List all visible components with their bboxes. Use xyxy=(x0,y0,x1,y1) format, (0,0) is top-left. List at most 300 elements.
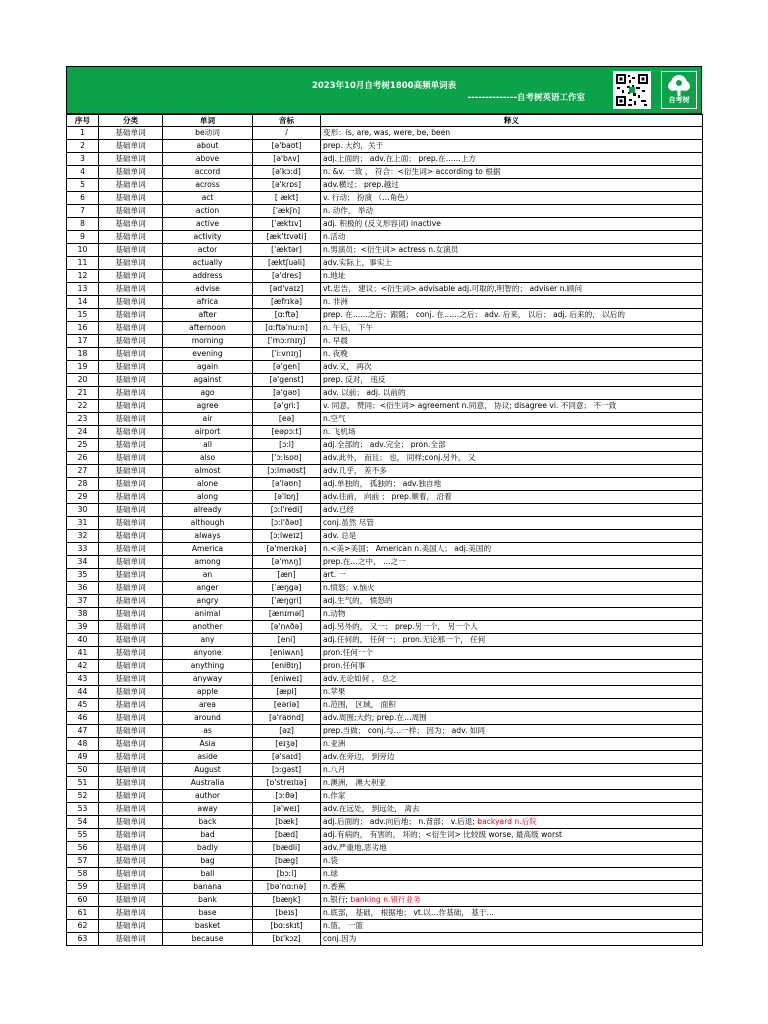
row-number: 42 xyxy=(67,660,99,673)
row-number: 49 xyxy=(67,751,99,764)
row-category: 基础单词 xyxy=(99,699,163,712)
row-category: 基础单词 xyxy=(99,504,163,517)
row-word: any xyxy=(163,634,253,647)
row-meaning: n.活动 xyxy=(321,231,703,244)
row-meaning: n.八月 xyxy=(321,764,703,777)
meaning-highlight: backyard n.后院 xyxy=(477,817,537,826)
row-meaning: n. 午后， 下午 xyxy=(321,322,703,335)
row-word: animal xyxy=(163,608,253,621)
row-phonetic: [eəpɔːt] xyxy=(253,426,321,439)
column-header-phonetic: 音标 xyxy=(253,115,321,127)
row-category: 基础单词 xyxy=(99,374,163,387)
row-meaning xyxy=(321,816,703,829)
row-phonetic: [ɔːlməʊst] xyxy=(253,465,321,478)
row-phonetic: [ˈmɔːrnɪŋ] xyxy=(253,335,321,348)
row-word: actor xyxy=(163,244,253,257)
table-row xyxy=(67,205,703,218)
row-category: 基础单词 xyxy=(99,140,163,153)
row-number: 63 xyxy=(67,933,99,946)
row-word: aside xyxy=(163,751,253,764)
row-meaning: n.亚洲 xyxy=(321,738,703,751)
row-number: 15 xyxy=(67,309,99,322)
table-row xyxy=(67,764,703,777)
row-number: 50 xyxy=(67,764,99,777)
vocabulary-table xyxy=(66,114,703,946)
row-meaning: n.愤怒；v.恼火 xyxy=(321,582,703,595)
row-word: bank xyxy=(163,894,253,907)
row-meaning: adv.严重地,恶劣地 xyxy=(321,842,703,855)
row-number: 28 xyxy=(67,478,99,491)
row-meaning: adj.全部的； adv.完全； pron.全部 xyxy=(321,439,703,452)
row-meaning: n.范围， 区域， 面积 xyxy=(321,699,703,712)
row-word: ago xyxy=(163,387,253,400)
row-number: 33 xyxy=(67,543,99,556)
row-number: 2 xyxy=(67,140,99,153)
table-row xyxy=(67,816,703,829)
row-word: be动词 xyxy=(163,127,253,140)
row-number: 1 xyxy=(67,127,99,140)
row-phonetic: [ə'gəʊ] xyxy=(253,387,321,400)
row-category: 基础单词 xyxy=(99,543,163,556)
row-word: bad xyxy=(163,829,253,842)
table-row xyxy=(67,296,703,309)
row-meaning: n. 夜晚 xyxy=(321,348,703,361)
row-phonetic: [ə'dres] xyxy=(253,270,321,283)
row-category: 基础单词 xyxy=(99,361,163,374)
row-meaning: adj.上面的； adv.在上面； prep.在……上方 xyxy=(321,153,703,166)
row-phonetic: [ə'krɒs] xyxy=(253,179,321,192)
row-phonetic: [ɔːl'redi] xyxy=(253,504,321,517)
row-meaning: n.作家 xyxy=(321,790,703,803)
table-row xyxy=(67,660,703,673)
row-word: back xyxy=(163,816,253,829)
row-word: afternoon xyxy=(163,322,253,335)
row-meaning: n.球 xyxy=(321,868,703,881)
title-banner xyxy=(66,66,702,114)
row-meaning: prep.当做； conj.与…一样； 因为； adv. 如同 xyxy=(321,725,703,738)
row-phonetic: [əd'vaɪz] xyxy=(253,283,321,296)
row-meaning: adv. 总是 xyxy=(321,530,703,543)
row-word: about xyxy=(163,140,253,153)
column-header-word: 单词 xyxy=(163,115,253,127)
table-row xyxy=(67,309,703,322)
row-word: another xyxy=(163,621,253,634)
row-number: 30 xyxy=(67,504,99,517)
row-word: base xyxy=(163,907,253,920)
row-category: 基础单词 xyxy=(99,582,163,595)
table-row xyxy=(67,270,703,283)
row-phonetic: [ænɪməl] xyxy=(253,608,321,621)
row-category: 基础单词 xyxy=(99,725,163,738)
row-word: author xyxy=(163,790,253,803)
row-meaning: n. 早晨 xyxy=(321,335,703,348)
row-category: 基础单词 xyxy=(99,777,163,790)
table-row xyxy=(67,582,703,595)
row-number: 10 xyxy=(67,244,99,257)
row-word: evening xyxy=(163,348,253,361)
tree-logo-icon xyxy=(661,71,697,109)
table-row xyxy=(67,647,703,660)
row-number: 47 xyxy=(67,725,99,738)
row-meaning xyxy=(321,894,703,907)
row-category: 基础单词 xyxy=(99,205,163,218)
row-word: activity xyxy=(163,231,253,244)
row-meaning: v. 行动； 扮演 （…角色） xyxy=(321,192,703,205)
sheet-subtitle: --------------自考树英语工作室 xyxy=(467,93,585,103)
row-number: 19 xyxy=(67,361,99,374)
row-number: 62 xyxy=(67,920,99,933)
meaning-text: n.银行; xyxy=(323,895,351,904)
table-row xyxy=(67,257,703,270)
row-number: 25 xyxy=(67,439,99,452)
row-word: always xyxy=(163,530,253,543)
row-phonetic: [bæg] xyxy=(253,855,321,868)
row-number: 51 xyxy=(67,777,99,790)
row-category: 基础单词 xyxy=(99,738,163,751)
row-meaning: pron.任何一个 xyxy=(321,647,703,660)
row-phonetic: [ə'genst] xyxy=(253,374,321,387)
row-word: almost xyxy=(163,465,253,478)
table-row xyxy=(67,907,703,920)
row-phonetic: [bɪ'kɔz] xyxy=(253,933,321,946)
row-phonetic: [ˈækʃn] xyxy=(253,205,321,218)
row-phonetic: [ə'raʊnd] xyxy=(253,712,321,725)
row-phonetic: [ə'kɔːd] xyxy=(253,166,321,179)
row-word: action xyxy=(163,205,253,218)
row-phonetic: [ə'ləʊn] xyxy=(253,478,321,491)
row-number: 36 xyxy=(67,582,99,595)
table-row xyxy=(67,673,703,686)
row-meaning: adv.几乎， 差不多 xyxy=(321,465,703,478)
row-phonetic: [ɔːl'ðəʊ] xyxy=(253,517,321,530)
table-row xyxy=(67,829,703,842)
row-phonetic: [ˈæŋgə] xyxy=(253,582,321,595)
row-meaning: adv.在旁边， 到旁边 xyxy=(321,751,703,764)
row-meaning: adj.另外的， 又一； prep.另一个， 另一个人 xyxy=(321,621,703,634)
row-phonetic: [əz] xyxy=(253,725,321,738)
row-word: accord xyxy=(163,166,253,179)
row-phonetic: [eəriə] xyxy=(253,699,321,712)
row-category: 基础单词 xyxy=(99,686,163,699)
row-category: 基础单词 xyxy=(99,530,163,543)
row-category: 基础单词 xyxy=(99,816,163,829)
row-word: badly xyxy=(163,842,253,855)
row-meaning: n.男演员；<衍生词> actress n.女演员 xyxy=(321,244,703,257)
row-category: 基础单词 xyxy=(99,244,163,257)
row-phonetic: [eni] xyxy=(253,634,321,647)
row-word: America xyxy=(163,543,253,556)
row-number: 57 xyxy=(67,855,99,868)
row-number: 7 xyxy=(67,205,99,218)
row-number: 23 xyxy=(67,413,99,426)
row-word: active xyxy=(163,218,253,231)
row-phonetic: [ɒ'streɪlɪə] xyxy=(253,777,321,790)
row-phonetic: [eniwʌn] xyxy=(253,647,321,660)
row-number: 54 xyxy=(67,816,99,829)
row-number: 9 xyxy=(67,231,99,244)
table-row xyxy=(67,283,703,296)
row-number: 39 xyxy=(67,621,99,634)
table-row xyxy=(67,699,703,712)
row-meaning: adv.此外， 而且； 也， 同样;conj.另外， 又 xyxy=(321,452,703,465)
row-meaning: n. 动作， 举动 xyxy=(321,205,703,218)
row-meaning: adv.实际上，事实上 xyxy=(321,257,703,270)
row-category: 基础单词 xyxy=(99,283,163,296)
table-row xyxy=(67,790,703,803)
sheet-title: 2023年10月自考树1800高频单词表 xyxy=(311,81,457,91)
row-phonetic: [ˈæktər] xyxy=(253,244,321,257)
table-row xyxy=(67,452,703,465)
row-meaning: pron.任何事 xyxy=(321,660,703,673)
table-row xyxy=(67,387,703,400)
row-phonetic: [ ækt] xyxy=(253,192,321,205)
row-category: 基础单词 xyxy=(99,257,163,270)
row-meaning: v. 同意， 赞同；<衍生词> agreement n.同意， 协议; disagree vi. 不同意； 不一致 xyxy=(321,400,703,413)
row-word: actually xyxy=(163,257,253,270)
row-category: 基础单词 xyxy=(99,439,163,452)
row-phonetic: / xyxy=(253,127,321,140)
row-phonetic: [ɔːlweɪz] xyxy=(253,530,321,543)
row-word: across xyxy=(163,179,253,192)
row-word: apple xyxy=(163,686,253,699)
row-phonetic: [ə'gen] xyxy=(253,361,321,374)
row-meaning: n.苹果 xyxy=(321,686,703,699)
row-meaning: adj.任何的， 任何一； pron.无论那一个， 任何 xyxy=(321,634,703,647)
row-category: 基础单词 xyxy=(99,153,163,166)
row-meaning: n.空气 xyxy=(321,413,703,426)
row-phonetic: [ˈæktɪv] xyxy=(253,218,321,231)
row-number: 60 xyxy=(67,894,99,907)
row-number: 43 xyxy=(67,673,99,686)
row-meaning: adj.单独的， 孤独的； adv.独自地 xyxy=(321,478,703,491)
row-phonetic: [ə'nʌðə] xyxy=(253,621,321,634)
row-phonetic: [ɔːgəst] xyxy=(253,764,321,777)
row-phonetic: [bæŋk] xyxy=(253,894,321,907)
row-category: 基础单词 xyxy=(99,881,163,894)
row-category: 基础单词 xyxy=(99,179,163,192)
table-header-row xyxy=(67,115,703,127)
row-meaning: n.篮， 一篮 xyxy=(321,920,703,933)
row-number: 26 xyxy=(67,452,99,465)
row-number: 5 xyxy=(67,179,99,192)
row-category: 基础单词 xyxy=(99,192,163,205)
row-word: among xyxy=(163,556,253,569)
row-number: 17 xyxy=(67,335,99,348)
qr-code-icon xyxy=(613,71,651,109)
row-number: 4 xyxy=(67,166,99,179)
table-row xyxy=(67,881,703,894)
row-number: 56 xyxy=(67,842,99,855)
row-word: away xyxy=(163,803,253,816)
row-category: 基础单词 xyxy=(99,712,163,725)
row-word: after xyxy=(163,309,253,322)
meaning-highlight: banking n.银行业务 xyxy=(350,895,421,904)
table-row xyxy=(67,140,703,153)
row-number: 58 xyxy=(67,868,99,881)
row-word: against xyxy=(163,374,253,387)
table-row xyxy=(67,530,703,543)
row-meaning: conj.虽然 尽管 xyxy=(321,517,703,530)
table-row xyxy=(67,166,703,179)
row-phonetic: [ˈæŋgri] xyxy=(253,595,321,608)
row-phonetic: [beɪs] xyxy=(253,907,321,920)
row-number: 16 xyxy=(67,322,99,335)
table-row xyxy=(67,244,703,257)
row-word: although xyxy=(163,517,253,530)
table-row xyxy=(67,777,703,790)
row-category: 基础单词 xyxy=(99,218,163,231)
table-row xyxy=(67,413,703,426)
row-category: 基础单词 xyxy=(99,751,163,764)
row-phonetic: [æpl] xyxy=(253,686,321,699)
row-word: as xyxy=(163,725,253,738)
column-header-meaning: 释义 xyxy=(321,115,703,127)
row-category: 基础单词 xyxy=(99,556,163,569)
row-category: 基础单词 xyxy=(99,465,163,478)
table-row xyxy=(67,517,703,530)
row-category: 基础单词 xyxy=(99,673,163,686)
row-number: 40 xyxy=(67,634,99,647)
row-number: 48 xyxy=(67,738,99,751)
row-meaning: prep. 大约，关于 xyxy=(321,140,703,153)
row-phonetic: [ˈiːvnɪŋ] xyxy=(253,348,321,361)
row-meaning: adv.周围;大约; prep.在…周围 xyxy=(321,712,703,725)
row-word: alone xyxy=(163,478,253,491)
row-phonetic: [eniweɪ] xyxy=(253,673,321,686)
row-meaning: adj.生气的， 愤怒的 xyxy=(321,595,703,608)
row-word: an xyxy=(163,569,253,582)
table-row xyxy=(67,920,703,933)
row-number: 44 xyxy=(67,686,99,699)
row-meaning: adv.往前， 向前 ； prep.顺着， 沿着 xyxy=(321,491,703,504)
row-phonetic: [ə'griː] xyxy=(253,400,321,413)
row-category: 基础单词 xyxy=(99,868,163,881)
row-phonetic: [ə'merɪkə] xyxy=(253,543,321,556)
row-number: 18 xyxy=(67,348,99,361)
table-row xyxy=(67,439,703,452)
vocabulary-sheet xyxy=(66,66,702,946)
row-word: morning xyxy=(163,335,253,348)
table-row xyxy=(67,933,703,946)
table-row xyxy=(67,153,703,166)
row-number: 35 xyxy=(67,569,99,582)
row-number: 31 xyxy=(67,517,99,530)
table-row xyxy=(67,322,703,335)
row-phonetic: [bɔːl] xyxy=(253,868,321,881)
row-number: 24 xyxy=(67,426,99,439)
table-row xyxy=(67,556,703,569)
row-category: 基础单词 xyxy=(99,322,163,335)
table-row xyxy=(67,894,703,907)
table-row xyxy=(67,231,703,244)
row-word: all xyxy=(163,439,253,452)
row-word: Asia xyxy=(163,738,253,751)
table-row xyxy=(67,751,703,764)
row-category: 基础单词 xyxy=(99,491,163,504)
row-number: 14 xyxy=(67,296,99,309)
table-row xyxy=(67,725,703,738)
table-row xyxy=(67,543,703,556)
table-row xyxy=(67,855,703,868)
row-phonetic: [æktʃuəli] xyxy=(253,257,321,270)
row-meaning: conj.因为 xyxy=(321,933,703,946)
row-meaning: prep.在…之中， …之一 xyxy=(321,556,703,569)
row-phonetic: [ə'saɪd] xyxy=(253,751,321,764)
row-number: 27 xyxy=(67,465,99,478)
row-meaning: adj. 积极的 (反义形容词) inactive xyxy=(321,218,703,231)
row-category: 基础单词 xyxy=(99,335,163,348)
table-row xyxy=(67,634,703,647)
row-meaning: n.袋 xyxy=(321,855,703,868)
meaning-text: adj.后面的； adv.向后地； n.背部； v.后退; xyxy=(323,817,478,826)
row-word: along xyxy=(163,491,253,504)
row-number: 20 xyxy=(67,374,99,387)
row-number: 32 xyxy=(67,530,99,543)
row-phonetic: [bædli] xyxy=(253,842,321,855)
row-category: 基础单词 xyxy=(99,413,163,426)
row-phonetic: [æfrɪkə] xyxy=(253,296,321,309)
row-category: 基础单词 xyxy=(99,452,163,465)
row-number: 41 xyxy=(67,647,99,660)
row-category: 基础单词 xyxy=(99,231,163,244)
row-category: 基础单词 xyxy=(99,478,163,491)
table-row xyxy=(67,374,703,387)
row-meaning: adv.横过； prep.越过 xyxy=(321,179,703,192)
column-header-category: 分类 xyxy=(99,115,163,127)
table-row xyxy=(67,868,703,881)
table-row xyxy=(67,569,703,582)
row-meaning: n.地址 xyxy=(321,270,703,283)
row-phonetic: [æk'tɪvəti] xyxy=(253,231,321,244)
table-row xyxy=(67,504,703,517)
table-row xyxy=(67,465,703,478)
row-number: 37 xyxy=(67,595,99,608)
table-row xyxy=(67,712,703,725)
row-meaning: prep. 在……之后；跟随； conj. 在……之后； adv. 后来， 以后； adj. 后来的， 以后的 xyxy=(321,309,703,322)
row-phonetic: [ə'weɪ] xyxy=(253,803,321,816)
row-number: 53 xyxy=(67,803,99,816)
row-word: agree xyxy=(163,400,253,413)
table-row xyxy=(67,218,703,231)
row-word: area xyxy=(163,699,253,712)
row-word: anger xyxy=(163,582,253,595)
row-phonetic: [ɔːl] xyxy=(253,439,321,452)
row-category: 基础单词 xyxy=(99,894,163,907)
row-phonetic: [eə] xyxy=(253,413,321,426)
row-category: 基础单词 xyxy=(99,270,163,283)
row-word: also xyxy=(163,452,253,465)
row-number: 22 xyxy=(67,400,99,413)
row-word: August xyxy=(163,764,253,777)
row-number: 46 xyxy=(67,712,99,725)
row-category: 基础单词 xyxy=(99,595,163,608)
row-category: 基础单词 xyxy=(99,933,163,946)
row-word: above xyxy=(163,153,253,166)
row-meaning: adv.又， 再次 xyxy=(321,361,703,374)
row-meaning: n.动物 xyxy=(321,608,703,621)
row-category: 基础单词 xyxy=(99,348,163,361)
row-meaning: prep. 反对， 违反 xyxy=(321,374,703,387)
row-phonetic: [bɑːskɪt] xyxy=(253,920,321,933)
row-meaning: n.香蕉 xyxy=(321,881,703,894)
row-number: 6 xyxy=(67,192,99,205)
row-meaning: n.<美>美国； American n.美国人； adj.美国的 xyxy=(321,543,703,556)
logo-text: 自考树 xyxy=(668,96,690,104)
row-phonetic: [ɑːftə] xyxy=(253,309,321,322)
row-meaning: n. &v. 一致 ， 符合：<衍生词> according to 根据 xyxy=(321,166,703,179)
table-row xyxy=(67,478,703,491)
row-category: 基础单词 xyxy=(99,517,163,530)
